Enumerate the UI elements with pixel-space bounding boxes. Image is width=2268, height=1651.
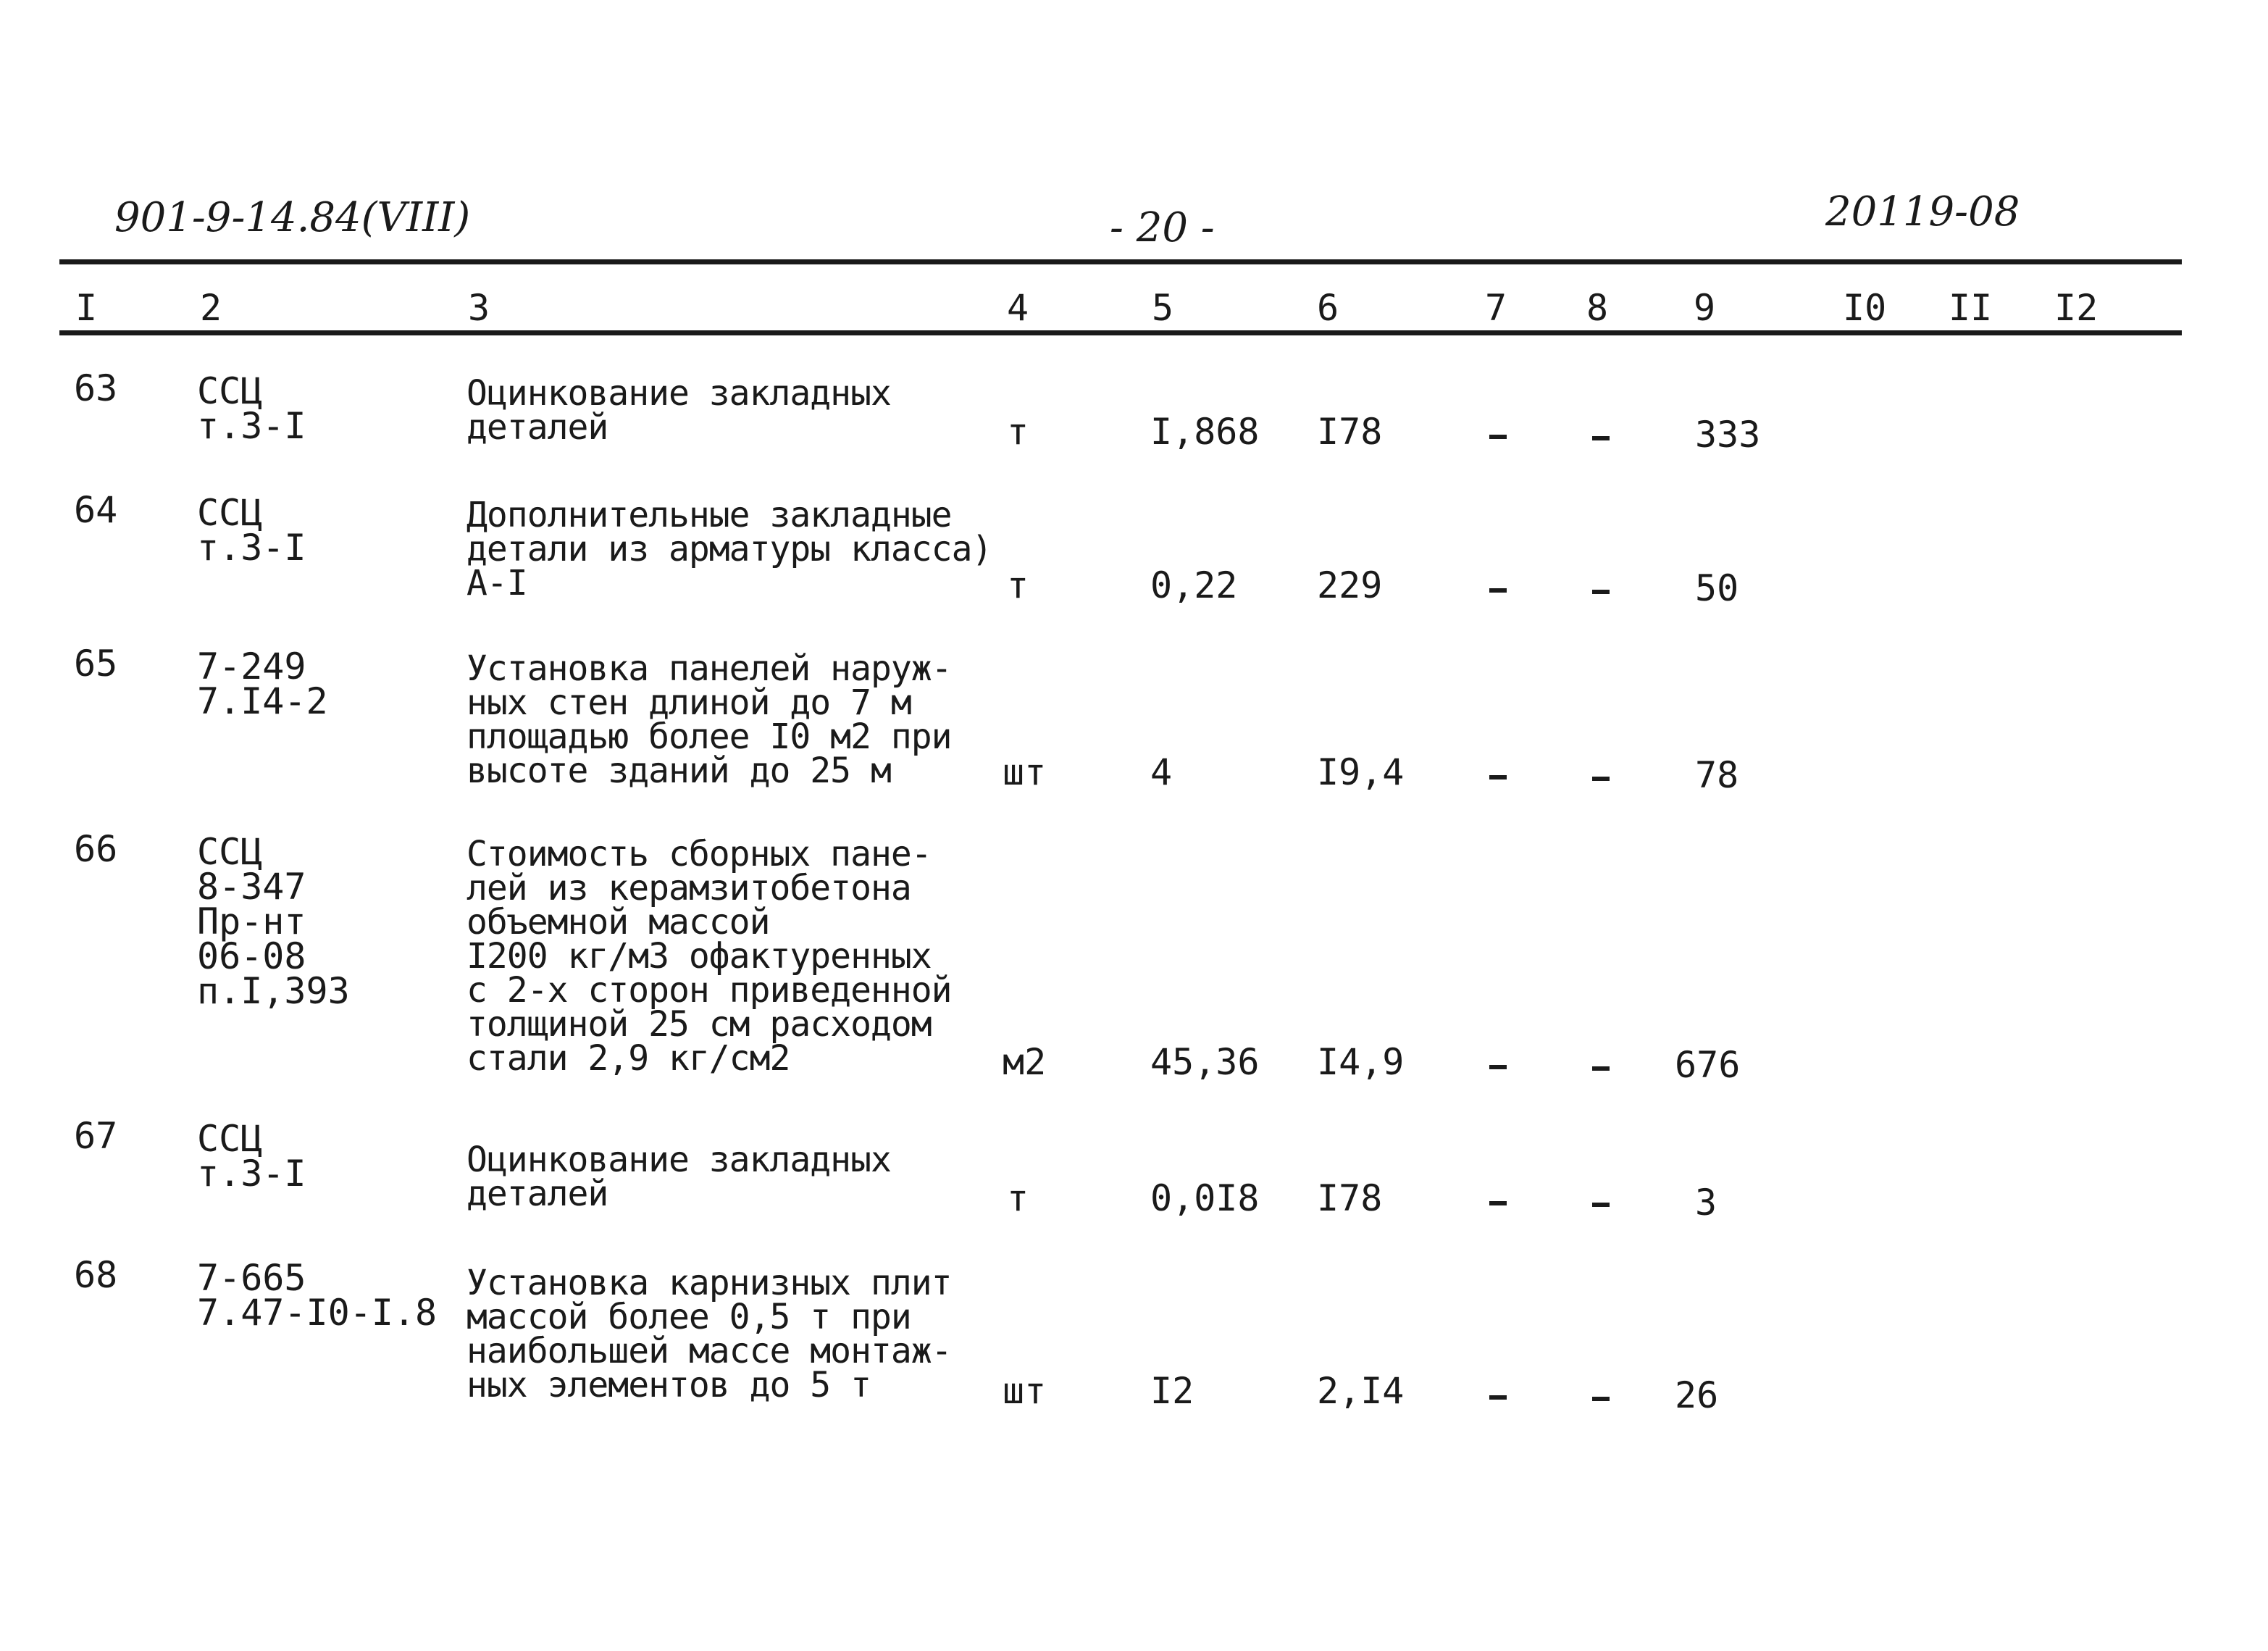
norm-code: ССЦ т.3-I [197, 1118, 306, 1195]
col-header-11: II [1949, 287, 1993, 329]
total: 333 [1695, 414, 1761, 456]
col-header-1: I [75, 287, 98, 329]
unit-price: I9,4 [1317, 751, 1405, 793]
norm-code: ССЦ 8-347 Пр-нт 06-08 п.I,393 [197, 831, 350, 1012]
unit-price: 229 [1317, 564, 1383, 606]
dash-col8 [1592, 436, 1610, 440]
norm-code: ССЦ т.3-I [197, 370, 306, 447]
work-description: Установка панелей наруж- ных стен длиной до 7 м площадью более I0 м2 при высоте зданий до 25 м [466, 648, 952, 791]
quantity: I2 [1150, 1370, 1194, 1412]
unit-price: I78 [1317, 411, 1383, 453]
work-description: Оцинкование закладных деталей [466, 373, 891, 448]
table-top-rule [59, 259, 2182, 264]
unit: т [1007, 564, 1029, 606]
col-header-10: I0 [1843, 287, 1887, 329]
dash-col8 [1592, 1203, 1610, 1207]
dash-col7 [1489, 1395, 1507, 1400]
dash-col7 [1489, 1201, 1507, 1205]
unit: т [1007, 411, 1029, 453]
dash-col7 [1489, 775, 1507, 779]
total: 50 [1695, 567, 1739, 609]
dash-col7 [1489, 435, 1507, 439]
dash-col8 [1592, 590, 1610, 594]
dash-col7 [1489, 1065, 1507, 1069]
col-header-6: 6 [1317, 287, 1339, 329]
row-number: 66 [74, 828, 118, 870]
col-header-7: 7 [1485, 287, 1507, 329]
dash-col8 [1592, 1066, 1610, 1071]
norm-code: 7-665 7.47-I0-I.8 [197, 1257, 438, 1334]
unit: т [1007, 1177, 1029, 1219]
row-number: 68 [74, 1254, 118, 1296]
table-header-rule [59, 330, 2182, 335]
work-description: Оцинкование закладных деталей [466, 1140, 891, 1214]
row-number: 67 [74, 1115, 118, 1157]
col-header-12: I2 [2054, 287, 2098, 329]
dash-col7 [1489, 588, 1507, 593]
col-header-8: 8 [1586, 287, 1609, 329]
col-header-2: 2 [200, 287, 222, 329]
dash-col8 [1592, 777, 1610, 781]
quantity: 45,36 [1150, 1041, 1260, 1083]
unit: шт [1003, 1370, 1047, 1412]
col-header-5: 5 [1152, 287, 1174, 329]
dash-col8 [1592, 1397, 1610, 1401]
unit: м2 [1003, 1041, 1047, 1083]
col-header-3: 3 [468, 287, 490, 329]
quantity: 0,0I8 [1150, 1177, 1260, 1219]
page-number: - 20 - [1110, 204, 1215, 251]
row-number: 65 [74, 643, 118, 685]
total: 676 [1675, 1044, 1741, 1086]
quantity: 4 [1150, 751, 1173, 793]
quantity: I,868 [1150, 411, 1260, 453]
total: 26 [1675, 1374, 1719, 1416]
total: 78 [1695, 754, 1739, 796]
row-number: 64 [74, 489, 118, 531]
quantity: 0,22 [1150, 564, 1238, 606]
document-reference: 20119-08 [1825, 188, 2020, 235]
norm-code: 7-249 7.I4-2 [197, 645, 328, 722]
total: 3 [1695, 1182, 1717, 1224]
col-header-4: 4 [1007, 287, 1029, 329]
unit-price: I4,9 [1317, 1041, 1405, 1083]
document-code: 901-9-14.84(VIII) [114, 194, 471, 241]
unit-price: I78 [1317, 1177, 1383, 1219]
work-description: Установка карнизных плит массой более 0,5 т при наибольшей массе монтаж- ных элементов до 5 т [466, 1263, 952, 1405]
row-number: 63 [74, 367, 118, 409]
work-description: Дополнительные закладные детали из арматуры класса) А-I [466, 495, 992, 603]
unit-price: 2,I4 [1317, 1370, 1405, 1412]
unit: шт [1003, 751, 1047, 793]
col-header-9: 9 [1694, 287, 1716, 329]
norm-code: ССЦ т.3-I [197, 492, 306, 569]
work-description: Стоимость сборных пане- лей из керамзитобетона объемной массой I200 кг/м3 офактуренных с 2-х сторон приведенной толщиной 25 см расходом стали 2,9 кг/см2 [466, 834, 952, 1079]
